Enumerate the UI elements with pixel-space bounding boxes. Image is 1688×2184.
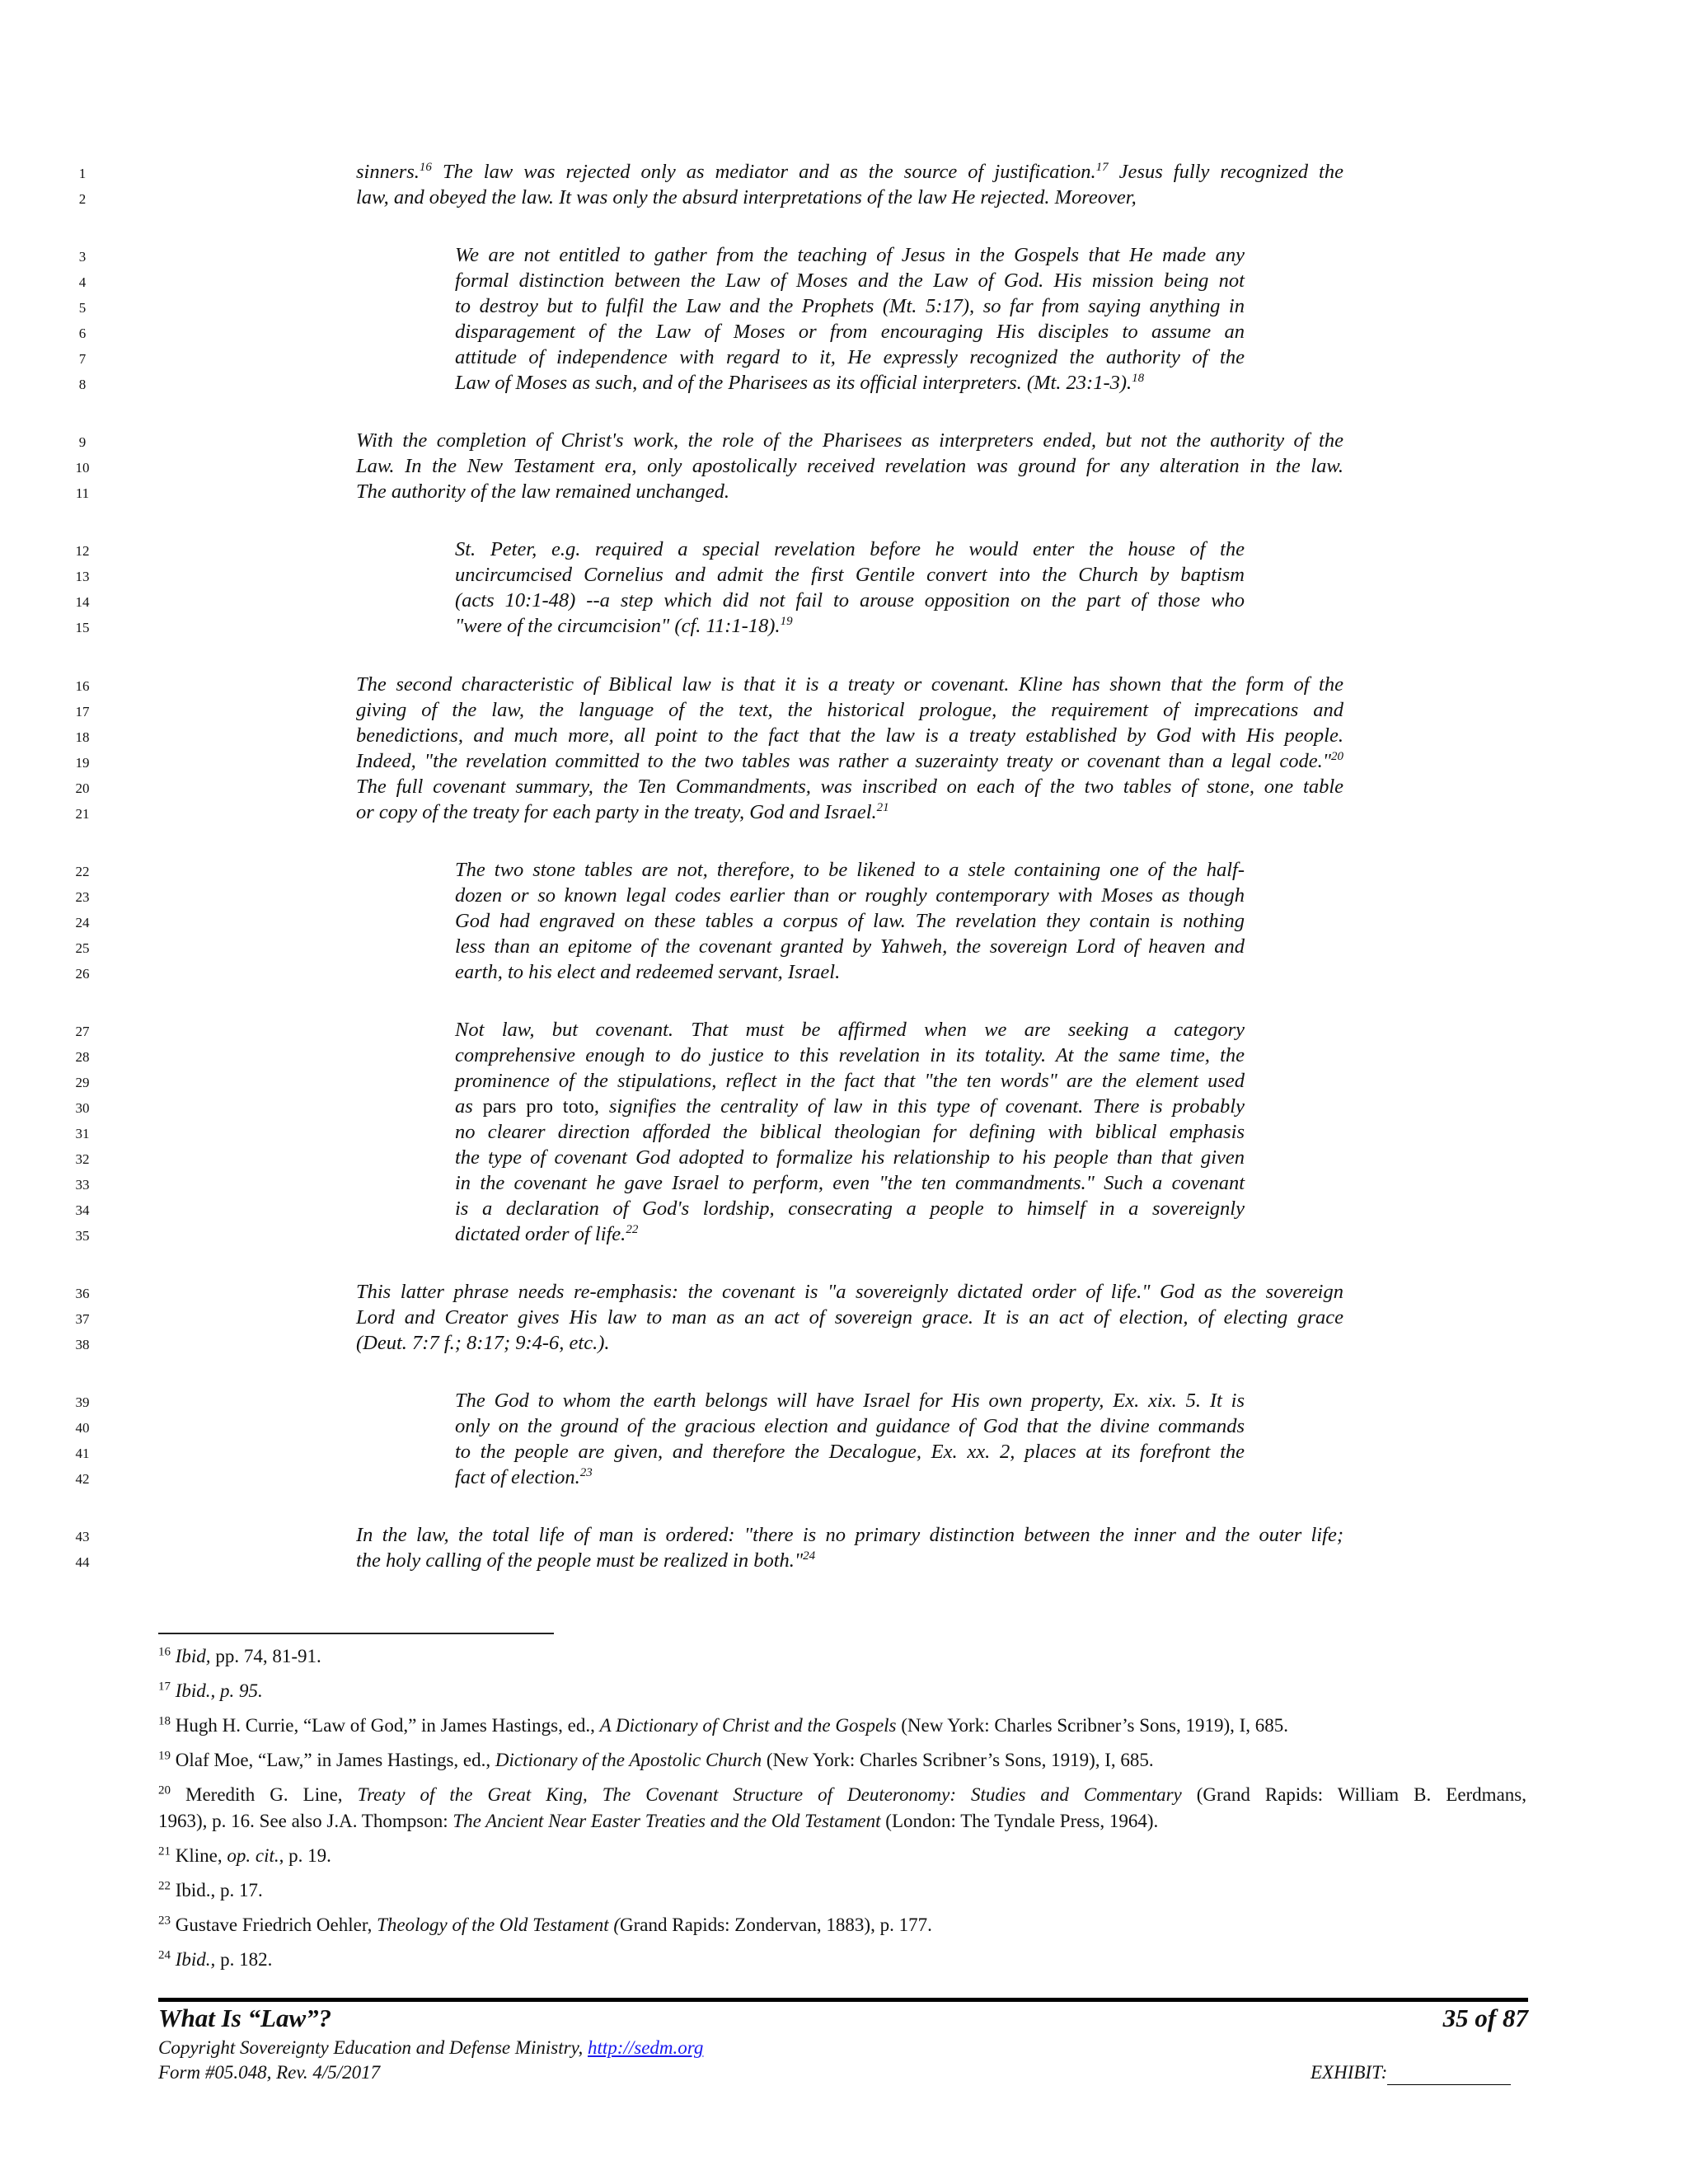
footnote-ref: 23 <box>579 1465 593 1479</box>
line-number: 44 <box>75 1554 90 1570</box>
text-line <box>0 672 1688 697</box>
line-text: The full covenant summary, the Ten Commandments, was inscribed on each of the two tables of stone, one table <box>356 776 1343 798</box>
line-number: 9 <box>78 434 87 450</box>
line-text: (Deut. 7:7 f.; 8:17; 9:4-6, etc.). <box>356 1332 610 1354</box>
line-number: 7 <box>78 351 87 367</box>
quote-text: less than an epitome of the covenant granted by Yahweh, the sovereign Lord of heaven and <box>455 935 1245 958</box>
form-number: Form #05.048, Rev. 4/5/2017 <box>158 2062 381 2083</box>
line-text: law, and obeyed the law. It was only the absurd interpretations of the law He rejected. Moreover, <box>356 186 1137 209</box>
quote-text: The God to whom the earth belongs will have Israel for His own property, Ex. xix. 5. It is <box>455 1390 1245 1412</box>
line-number: 41 <box>75 1446 90 1461</box>
text-line <box>0 242 1688 268</box>
line-number: 8 <box>78 377 87 392</box>
text-line <box>0 934 1688 959</box>
quote-text: in the covenant he gave Israel to perform, even "the ten commandments." Such a covenant <box>455 1172 1245 1194</box>
footnote-separator <box>158 1633 554 1634</box>
text-line <box>0 1330 1688 1356</box>
exhibit-blank <box>1387 2066 1511 2085</box>
quote-text: to the people are given, and therefore the Decalogue, Ex. xx. 2, places at its forefront the <box>455 1441 1245 1463</box>
line-number: 3 <box>78 249 87 265</box>
quote-text: The two stone tables are not, therefore, to be likened to a stele containing one of the half- <box>455 859 1245 881</box>
line-number: 29 <box>75 1075 90 1090</box>
text-line <box>0 723 1688 748</box>
quote-text: only on the ground of the gracious election and guidance of God that the divine commands <box>455 1415 1245 1437</box>
footnote: $^{24}$ Ibid., p. 182. <box>158 1948 273 1970</box>
quote-text: to destroy but to fulfil the Law and the Prophets (Mt. 5:17), so far from saying anything in <box>455 295 1245 317</box>
exhibit-field: EXHIBIT: <box>1311 2060 1528 2085</box>
footnote: $^{19}$ Olaf Moe, “Law,” in James Hastings, ed., Dictionary of the Apostolic Church (New York: Charles Scribner’s Sons, 1919), I, 685. <box>158 1749 1154 1770</box>
line-number: 12 <box>75 543 90 559</box>
text-line <box>0 1043 1688 1068</box>
footnote-ref: 24 <box>803 1549 816 1563</box>
footnote-ref: 18 <box>1132 371 1145 385</box>
text-line <box>0 1145 1688 1170</box>
quote-text: uncircumcised Cornelius and admit the first Gentile convert into the Church by baptism <box>455 564 1245 586</box>
text-line <box>0 774 1688 799</box>
line-number: 15 <box>75 620 90 635</box>
text-line <box>0 1279 1688 1305</box>
footnote: $^{22}$ Ibid., p. 17. <box>158 1879 263 1900</box>
text-line <box>0 344 1688 370</box>
text-line <box>0 1413 1688 1439</box>
line-number: 26 <box>75 966 90 982</box>
line-number: 6 <box>78 326 87 341</box>
text-line <box>0 1170 1688 1196</box>
text-line <box>0 1465 1688 1490</box>
quote-text: no clearer direction afforded the biblical theologian for defining with biblical emphasis <box>455 1121 1245 1143</box>
line-text: The authority of the law remained unchanged. <box>356 480 729 503</box>
quote-text: disparagement of the Law of Moses or from encouraging His disciples to assume an <box>455 321 1245 343</box>
text-line <box>0 883 1688 908</box>
text-line <box>0 697 1688 723</box>
line-number: 22 <box>75 864 90 879</box>
quote-text: Not law, but covenant. That must be affirmed when we are seeking a category <box>455 1019 1245 1041</box>
line-number: 30 <box>75 1100 90 1116</box>
text-line <box>0 748 1688 774</box>
line-text: This latter phrase needs re-emphasis: the covenant is "a sovereignly dictated order of life." God as the sovereign <box>356 1281 1343 1303</box>
line-number: 35 <box>75 1228 90 1244</box>
text-line <box>0 1221 1688 1247</box>
line-text: sinners.$^{16}$ The law was rejected only as mediator and as the source of justification.$^{17}$ Jesus fully recognized the <box>356 160 1343 183</box>
line-number: 43 <box>75 1529 90 1544</box>
quote-text: earth, to his elect and redeemed servant, Israel. <box>455 961 841 983</box>
footnote-ref: 20 <box>1331 749 1343 763</box>
line-text: giving of the law, the language of the text, the historical prologue, the requirement of imprecations and <box>356 699 1343 721</box>
text-line <box>0 588 1688 613</box>
line-number: 23 <box>75 889 90 905</box>
line-text: benedictions, and much more, all point to the fact that the law is a treaty established by God with His people. <box>356 724 1343 747</box>
text-line <box>0 1017 1688 1043</box>
line-number: 20 <box>75 780 90 796</box>
line-number: 42 <box>75 1471 90 1487</box>
line-number: 40 <box>75 1420 90 1436</box>
quote-text: comprehensive enough to do justice to this revelation in its totality. At the same time, the <box>455 1044 1245 1066</box>
footer-separator <box>158 1998 1528 2002</box>
line-number: 21 <box>75 806 90 822</box>
text-line <box>0 159 1688 185</box>
text-line <box>0 479 1688 504</box>
line-text: With the completion of Christ's work, the role of the Pharisees as interpreters ended, but not the authority of the <box>356 429 1343 452</box>
quote-text: formal distinction between the Law of Moses and the Law of God. His mission being not <box>455 269 1245 292</box>
text-line <box>0 1196 1688 1221</box>
line-number: 16 <box>75 678 90 694</box>
text-line <box>0 453 1688 479</box>
footnote: $^{17}$ Ibid., p. 95. <box>158 1680 263 1701</box>
footnote: $^{21}$ Kline, op. cit., p. 19. <box>158 1844 331 1866</box>
line-number: 32 <box>75 1151 90 1167</box>
line-text: The second characteristic of Biblical law is that it is a treaty or covenant. Kline has shown that the form of the <box>356 673 1343 696</box>
line-text: or copy of the treaty for each party in the treaty, God and Israel.$^{21}$ <box>356 800 889 823</box>
text-line <box>0 185 1688 210</box>
line-number: 31 <box>75 1126 90 1141</box>
text-line <box>0 370 1688 396</box>
text-line <box>0 1119 1688 1145</box>
text-line <box>0 1305 1688 1330</box>
line-text: Law. In the New Testament era, only apostolically received revelation was ground for any alteration in the law. <box>356 455 1343 477</box>
quote-text: Law of Moses as such, and of the Pharisees as its official interpreters. (Mt. 23:1-3).$^{18}$ <box>455 371 1145 394</box>
footnote-ref: 22 <box>626 1222 639 1236</box>
quote-text: the type of covenant God adopted to formalize his relationship to his people than that given <box>455 1146 1245 1169</box>
text-line <box>0 1522 1688 1548</box>
line-number: 39 <box>75 1394 90 1410</box>
copyright-line: Copyright Sovereignty Education and Defense Ministry, http://sedm.org <box>158 2037 704 2058</box>
footnote-ref: 16 <box>419 160 432 174</box>
line-number: 18 <box>75 729 90 745</box>
quote-text: St. Peter, e.g. required a special revelation before he would enter the house of the <box>455 538 1245 560</box>
line-text: the holy calling of the people must be realized in both."$^{24}$ <box>356 1549 816 1572</box>
line-number: 37 <box>75 1311 90 1327</box>
sedm-link[interactable]: http://sedm.org <box>588 2037 704 2058</box>
text-line <box>0 799 1688 825</box>
text-line <box>0 1094 1688 1119</box>
text-line <box>0 857 1688 883</box>
quote-text: attitude of independence with regard to it, He expressly recognized the authority of the <box>455 346 1245 368</box>
line-text: In the law, the total life of man is ordered: "there is no primary distinction between the inner and the outer life; <box>356 1524 1343 1546</box>
quote-text: prominence of the stipulations, reflect in the fact that "the ten words" are the element used <box>455 1070 1245 1092</box>
line-number: 1 <box>78 166 87 181</box>
text-line <box>0 1068 1688 1094</box>
quote-text: dozen or so known legal codes earlier than or roughly contemporary with Moses as though <box>455 884 1245 907</box>
line-number: 5 <box>78 300 87 316</box>
line-number: 19 <box>75 755 90 771</box>
document-title: What Is “Law”? <box>158 2004 332 2032</box>
quote-text: is a declaration of God's lordship, consecrating a people to himself in a sovereignly <box>455 1197 1245 1220</box>
footnote: $^{20}$ Meredith G. Line, Treaty of the Great King, The Covenant Structure of Deuteronomy: Studies and Commentary (Grand Rapids: William B. Eerdmans, 1963), p. 16. See also J.A. Thompson: The Ancient Near Easter Treaties and the Old Testament (London: The Tyndale Press, 1964). <box>158 1783 1526 1831</box>
footnote: $^{23}$ Gustave Friedrich Oehler, Theology of the Old Testament (Grand Rapids: Zondervan, 1883), p. 177. <box>158 1914 932 1935</box>
quote-text: dictated order of life.$^{22}$ <box>455 1222 639 1245</box>
line-number: 25 <box>75 940 90 956</box>
text-line <box>0 562 1688 588</box>
footnote-ref: 17 <box>1095 160 1109 174</box>
quote-text: We are not entitled to gather from the teaching of Jesus in the Gospels that He made any <box>455 244 1245 266</box>
quote-text: (acts 10:1-48) --a step which did not fail to arouse opposition on the part of those who <box>455 589 1245 612</box>
text-line <box>0 613 1688 639</box>
line-number: 2 <box>78 191 87 207</box>
text-line <box>0 1548 1688 1573</box>
text-line <box>0 319 1688 344</box>
text-line <box>0 1388 1688 1413</box>
line-number: 28 <box>75 1049 90 1065</box>
text-line <box>0 537 1688 562</box>
line-number: 38 <box>75 1337 90 1352</box>
line-number: 17 <box>75 704 90 719</box>
quote-text: "were of the circumcision" (cf. 11:1-18).$^{19}$ <box>455 614 793 637</box>
line-number: 4 <box>78 274 87 290</box>
line-number: 13 <box>75 569 90 584</box>
quote-text: as pars pro toto, signifies the centrality of law in this type of covenant. There is probably <box>455 1095 1245 1118</box>
line-number: 24 <box>75 915 90 930</box>
text-line <box>0 293 1688 319</box>
line-text: Lord and Creator gives His law to man as an act of sovereign grace. It is an act of election, of electing grace <box>356 1306 1343 1329</box>
line-number: 36 <box>75 1286 90 1301</box>
text-line <box>0 1439 1688 1465</box>
footnote-ref: 21 <box>876 800 889 814</box>
line-number: 33 <box>75 1177 90 1193</box>
page-number: 35 of 87 <box>1442 2004 1528 2032</box>
text-line <box>0 428 1688 453</box>
line-text: Indeed, "the revelation committed to the two tables was rather a suzerainty treaty or covenant than a legal code."$^{20}$ <box>356 749 1343 772</box>
footnote-ref: 19 <box>780 614 793 628</box>
line-number: 10 <box>75 460 90 476</box>
footnote: $^{18}$ Hugh H. Currie, “Law of God,” in James Hastings, ed., A Dictionary of Christ and the Gospels (New York: Charles Scribner’s Sons, 1919), I, 685. <box>158 1714 1289 1736</box>
text-line <box>0 908 1688 934</box>
footnote: $^{16}$ Ibid, pp. 74, 81-91. <box>158 1645 321 1666</box>
quote-text: God had engraved on these tables a corpus of law. The revelation they contain is nothing <box>455 910 1245 932</box>
line-number: 14 <box>75 594 90 610</box>
quote-text: fact of election.$^{23}$ <box>455 1465 593 1488</box>
text-line <box>0 959 1688 985</box>
text-line <box>0 268 1688 293</box>
line-number: 34 <box>75 1202 90 1218</box>
line-number: 11 <box>75 485 90 501</box>
line-number: 27 <box>75 1024 90 1039</box>
